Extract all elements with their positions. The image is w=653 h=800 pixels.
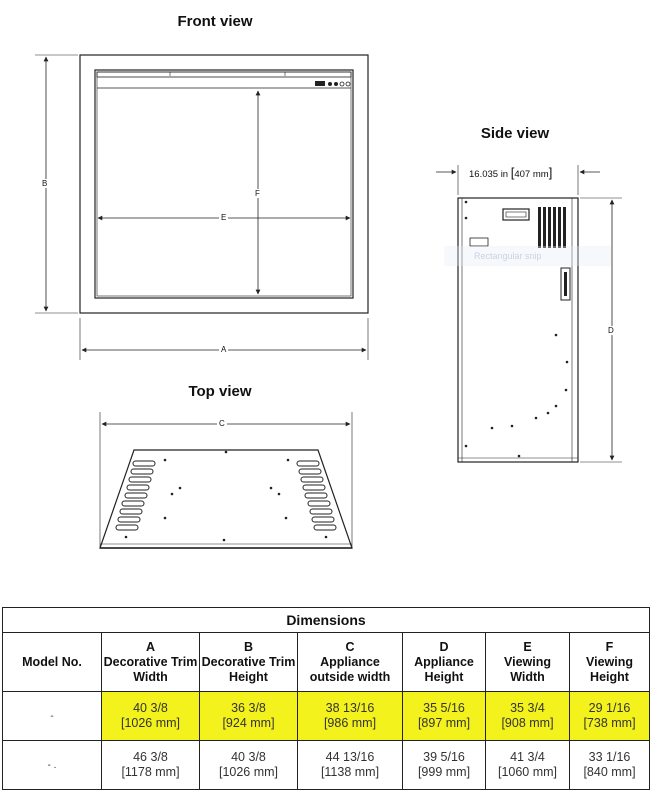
table-row	[3, 741, 650, 790]
dim-label-d: D	[608, 326, 614, 335]
header-b: B Decorative Trim Height	[200, 633, 298, 692]
value-cell-d: 35 5/16 [897 mm]	[403, 692, 486, 741]
side-width-label: 16.035 in [407 mm]	[466, 165, 555, 180]
right-vents-icon	[297, 461, 336, 530]
dim-label-c: C	[219, 419, 225, 428]
dimensions-table	[2, 607, 650, 790]
side-view-drawing	[436, 165, 622, 462]
dim-label-e: E	[221, 213, 227, 222]
value-cell-c: 38 13/16 [986 mm]	[298, 692, 403, 741]
value-cell-b: 36 3/8 [924 mm]	[200, 692, 298, 741]
model-cell: - .	[3, 741, 102, 790]
value-cell-d: 39 5/16 [999 mm]	[403, 741, 486, 790]
table-header-row	[3, 633, 650, 692]
top-view-title: Top view	[188, 383, 252, 400]
model-cell: -	[3, 692, 102, 741]
left-vents-icon	[116, 461, 155, 530]
side-view-title: Side view	[480, 125, 550, 142]
value-cell-f: 33 1/16 [840 mm]	[570, 741, 650, 790]
value-cell-c: 44 13/16 [1138 mm]	[298, 741, 403, 790]
dim-label-f: F	[255, 189, 260, 198]
header-a: A Decorative Trim Width	[102, 633, 200, 692]
header-f: F Viewing Height	[570, 633, 650, 692]
front-view-drawing	[35, 55, 368, 360]
header-e: E Viewing Width	[486, 633, 570, 692]
header-model: Model No.	[3, 633, 102, 692]
header-c: C Appliance outside width	[298, 633, 403, 692]
trim-outline	[80, 55, 368, 313]
side-width-mm: 407 mm	[514, 169, 549, 180]
table-title: Dimensions	[3, 608, 650, 633]
vent-grille-icon	[538, 207, 566, 248]
control-panel-icon	[315, 81, 350, 86]
value-cell-f: 29 1/16 [738 mm]	[570, 692, 650, 741]
side-width-inches: 16.035 in	[469, 169, 509, 180]
value-cell-e: 41 3/4 [1060 mm]	[486, 741, 570, 790]
dim-label-a: A	[221, 345, 227, 354]
value-cell-a: 46 3/8 [1178 mm]	[102, 741, 200, 790]
ghost-snip-label: Rectangular snip	[474, 251, 542, 261]
dim-label-b: B	[42, 179, 48, 188]
value-cell-e: 35 3/4 [908 mm]	[486, 692, 570, 741]
value-cell-a: 40 3/8 [1026 mm]	[102, 692, 200, 741]
table-row	[3, 692, 650, 741]
value-cell-b: 40 3/8 [1026 mm]	[200, 741, 298, 790]
top-view-drawing	[100, 412, 352, 548]
front-view-title: Front view	[177, 13, 253, 30]
appliance-outline	[95, 70, 353, 298]
header-d: D Appliance Height	[403, 633, 486, 692]
